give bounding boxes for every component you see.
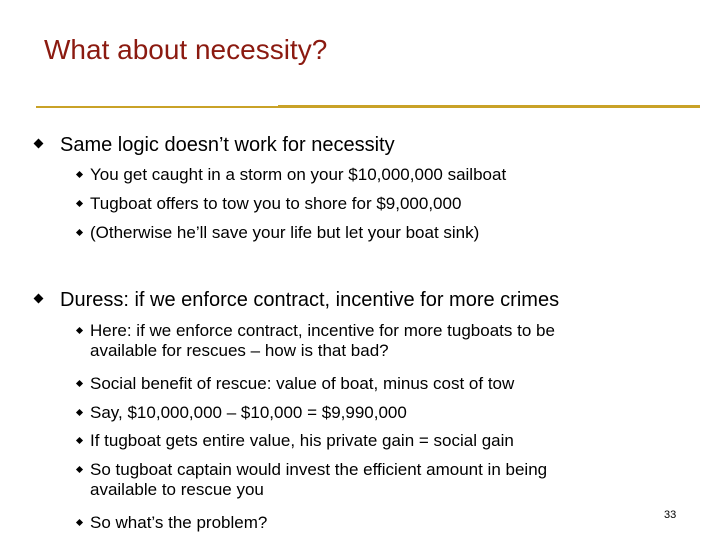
- diamond-bullet-icon: [76, 165, 90, 185]
- diamond-bullet-icon: [76, 223, 90, 243]
- bullet-sub-2-5: [76, 460, 547, 500]
- diamond-bullet-icon: [34, 133, 60, 157]
- bullet-sub-1-2: [76, 194, 461, 214]
- bullet-sub-2-2-text: Social benefit of rescue: value of boat, minus cost of tow: [90, 374, 515, 393]
- bullet-sub-2-6-text: So what’s the problem?: [90, 513, 268, 532]
- bullet-sub-1-1: [76, 165, 506, 185]
- bullet-sub-2-3-text: Say, $10,000,000 – $10,000 = $9,990,000: [90, 403, 407, 422]
- bullet-sub-1-3-text: (Otherwise he’ll save your life but let your boat sink): [90, 223, 480, 242]
- diamond-bullet-icon: [76, 431, 90, 451]
- bullet-sub-2-4-text: If tugboat gets entire value, his private gain = social gain: [90, 431, 514, 450]
- slide-title: What about necessity?: [44, 34, 328, 65]
- bullet-main-1-text: Same logic doesn’t work for necessity: [60, 134, 395, 156]
- bullet-main-2: [34, 288, 559, 312]
- bullet-sub-2-3: [76, 403, 407, 423]
- diamond-bullet-icon: [76, 513, 90, 533]
- bullet-main-2-text: Duress: if we enforce contract, incentive for more crimes: [60, 289, 560, 311]
- bullet-sub-2-2: [76, 374, 514, 394]
- bullet-sub-2-4: [76, 431, 514, 451]
- bullet-sub-1-1-text: You get caught in a storm on your $10,000,000 sailboat: [90, 165, 507, 184]
- diamond-bullet-icon: [34, 288, 60, 312]
- diamond-bullet-icon: [76, 403, 90, 423]
- diamond-bullet-icon: [76, 374, 90, 394]
- title-underline: [36, 105, 700, 108]
- bullet-main-1: [34, 133, 395, 157]
- page-number: 33: [664, 509, 677, 521]
- title-underline-left: [36, 106, 278, 108]
- diamond-bullet-icon: [76, 321, 90, 341]
- diamond-bullet-icon: [76, 194, 90, 214]
- bullet-sub-1-2-text: Tugboat offers to tow you to shore for $9,000,000: [90, 194, 462, 213]
- diamond-bullet-icon: [76, 460, 90, 480]
- bullet-sub-2-1: [76, 321, 555, 361]
- title-underline-right: [278, 105, 700, 108]
- bullet-sub-2-6: [76, 513, 267, 533]
- bullet-sub-2-5-text: So tugboat captain would invest the efficient amount in being available to rescue you: [90, 460, 548, 499]
- bullet-sub-1-3: [76, 223, 479, 243]
- bullet-sub-2-1-text: Here: if we enforce contract, incentive for more tugboats to be available for rescues – how is that bad?: [90, 321, 555, 360]
